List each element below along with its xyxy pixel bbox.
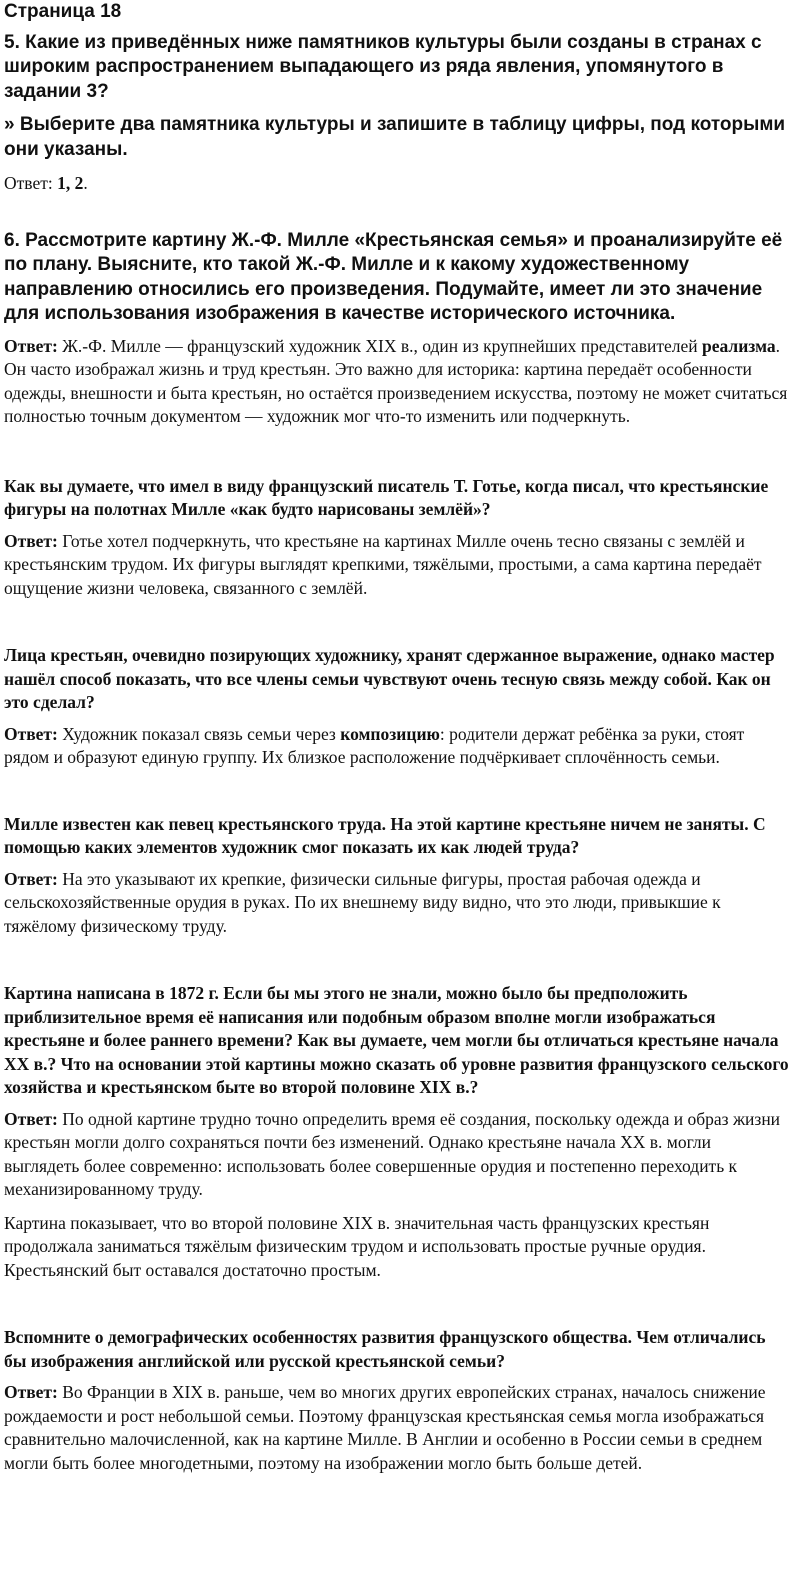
answer-dating-continued: Картина показывает, что во второй половине XIX в. значительная часть французских крестьян продолжала заниматься тяжёлым физическим трудом и использовать простые ручные орудия. Крестьянский быт оставался достаточно простым. xyxy=(4,1212,710,1280)
answer-label: Ответ: xyxy=(4,335,58,356)
answer-labor xyxy=(4,868,790,939)
answer-family-bond-term: композицию xyxy=(340,723,440,744)
answer-demography-text: Во Франции в XIX в. раньше, чем во многих других европейских странах, началось снижение рождаемости и рост небольшой семьи. Поэтому французская крестьянская семья могла изображаться сравнительно малочисленной, как на картине Милле. В Англии и особенно в России семьи в среднем могли быть более многодетными, поэтому на изображении могло быть больше детей. xyxy=(4,1382,766,1473)
answer-gautier-text: Готье хотел подчеркнуть, что крестьяне на картинах Милле очень тесно связаны с землёй и крестьянским трудом. Их фигуры выглядят крепкими, тяжёлыми, простыми, а сама картина передаёт ощущение жизни человека, связанного с землёй. xyxy=(4,530,762,598)
subquestion-labor: Милле известен как певец крестьянского труда. На этой картине крестьяне ничем не заняты. С помощью каких элементов художник смог показать их как людей труда? xyxy=(4,813,766,857)
question-5-instruction: » Выберите два памятника культуры и запишите в таблицу цифры, под которыми они указаны. xyxy=(4,114,786,160)
page-title: Страница 18 xyxy=(4,1,122,22)
question-6: 6. Рассмотрите картину Ж.-Ф. Милле «Крестьянская семья» и проанализируйте её по плану. Выясните, кто такой Ж.-Ф. Милле и к какому художественному направлению относились его произведения. Подумайте, имеет ли это значение для использования изображения в качестве исторического источника. xyxy=(4,229,783,324)
answer-6-term: реализма xyxy=(701,335,776,356)
answer-5-value: 1, 2 xyxy=(57,173,84,193)
subquestion-demography: Вспомните о демографических особенностях развития французского общества. Чем отличались бы изображения английской или русской крестьянской семьи? xyxy=(4,1327,766,1371)
answer-6-text-1: Ж.-Ф. Милле — французский художник XIX в., один из крупнейших представителей xyxy=(57,335,702,356)
answer-6 xyxy=(4,335,790,429)
subquestion-dating: Картина написана в 1872 г. Если бы мы этого не знали, можно было бы предположить приблизительное время её написания или подобным образом вполне могли изображаться крестьяне и более раннего времени? Как вы думаете, чем могли бы отличаться крестьяне начала XX в.? Что на основании этой картины можно сказать об уровне развития французского сельского хозяйства и крестьянском быте во второй половине XIX в.? xyxy=(4,983,789,1097)
answer-family-bond-text-2: : родители держат ребёнка за руки, стоят рядом и образуют единую группу. Их близкое расположение подчёркивает сплочённость семьи. xyxy=(4,723,745,767)
answer-gautier xyxy=(4,530,790,601)
answer-label: Ответ: xyxy=(4,530,58,551)
answer-5-end: . xyxy=(83,173,88,193)
answer-demography xyxy=(4,1381,790,1475)
subquestion-family-bond: Лица крестьян, очевидно позирующих художнику, хранят сдержанное выражение, однако мастер нашёл способ показать, что все члены семьи чувствуют очень тесную связь между собой. Как он это сделал? xyxy=(4,645,775,712)
subquestion-gautier: Как вы думаете, что имел в виду французский писатель Т. Готье, когда писал, что крестьянские фигуры на полотнах Милле «как будто нарисованы землёй»? xyxy=(4,475,769,519)
question-5: 5. Какие из приведённых ниже памятников культуры были созданы в странах с широким распространением выпадающего из ряда явления, упомянутого в задании 3? xyxy=(4,31,762,102)
answer-labor-text: На это указывают их крепкие, физически сильные фигуры, простая рабочая одежда и сельскохозяйственные орудия в руках. По их внешнему виду видно, что это люди, привыкшие к тяжёлому физическому труду. xyxy=(4,868,721,936)
answer-label: Ответ: xyxy=(4,1382,58,1402)
answer-family-bond-text-1: Художник показал связь семьи через xyxy=(57,723,341,744)
answer-6-text-2: . Он часто изображал жизнь и труд крестьян. Это важно для историка: картина передаёт особенности одежды, внешности и быта крестьян, но остаётся произведением искусства, поэтому не может считаться полностью точным документом — художник мог что-то изменить или подчеркнуть. xyxy=(4,335,788,426)
answer-dating-text: По одной картине трудно точно определить время её создания, поскольку одежда и образ жизни крестьян могли долго сохраняться почти без изменений. Однако крестьяне начала XX в. могли выглядеть более современно: использовать более совершенные орудия и постепенно переходить к механизированному труду. xyxy=(4,1108,781,1199)
answer-5 xyxy=(4,172,790,196)
answer-label: Ответ: xyxy=(4,1108,58,1129)
answer-dating xyxy=(4,1108,790,1202)
answer-label: Ответ: xyxy=(4,723,58,744)
answer-label: Ответ: xyxy=(4,868,58,889)
answer-family-bond xyxy=(4,723,790,770)
answer-label: Ответ: xyxy=(4,173,53,193)
